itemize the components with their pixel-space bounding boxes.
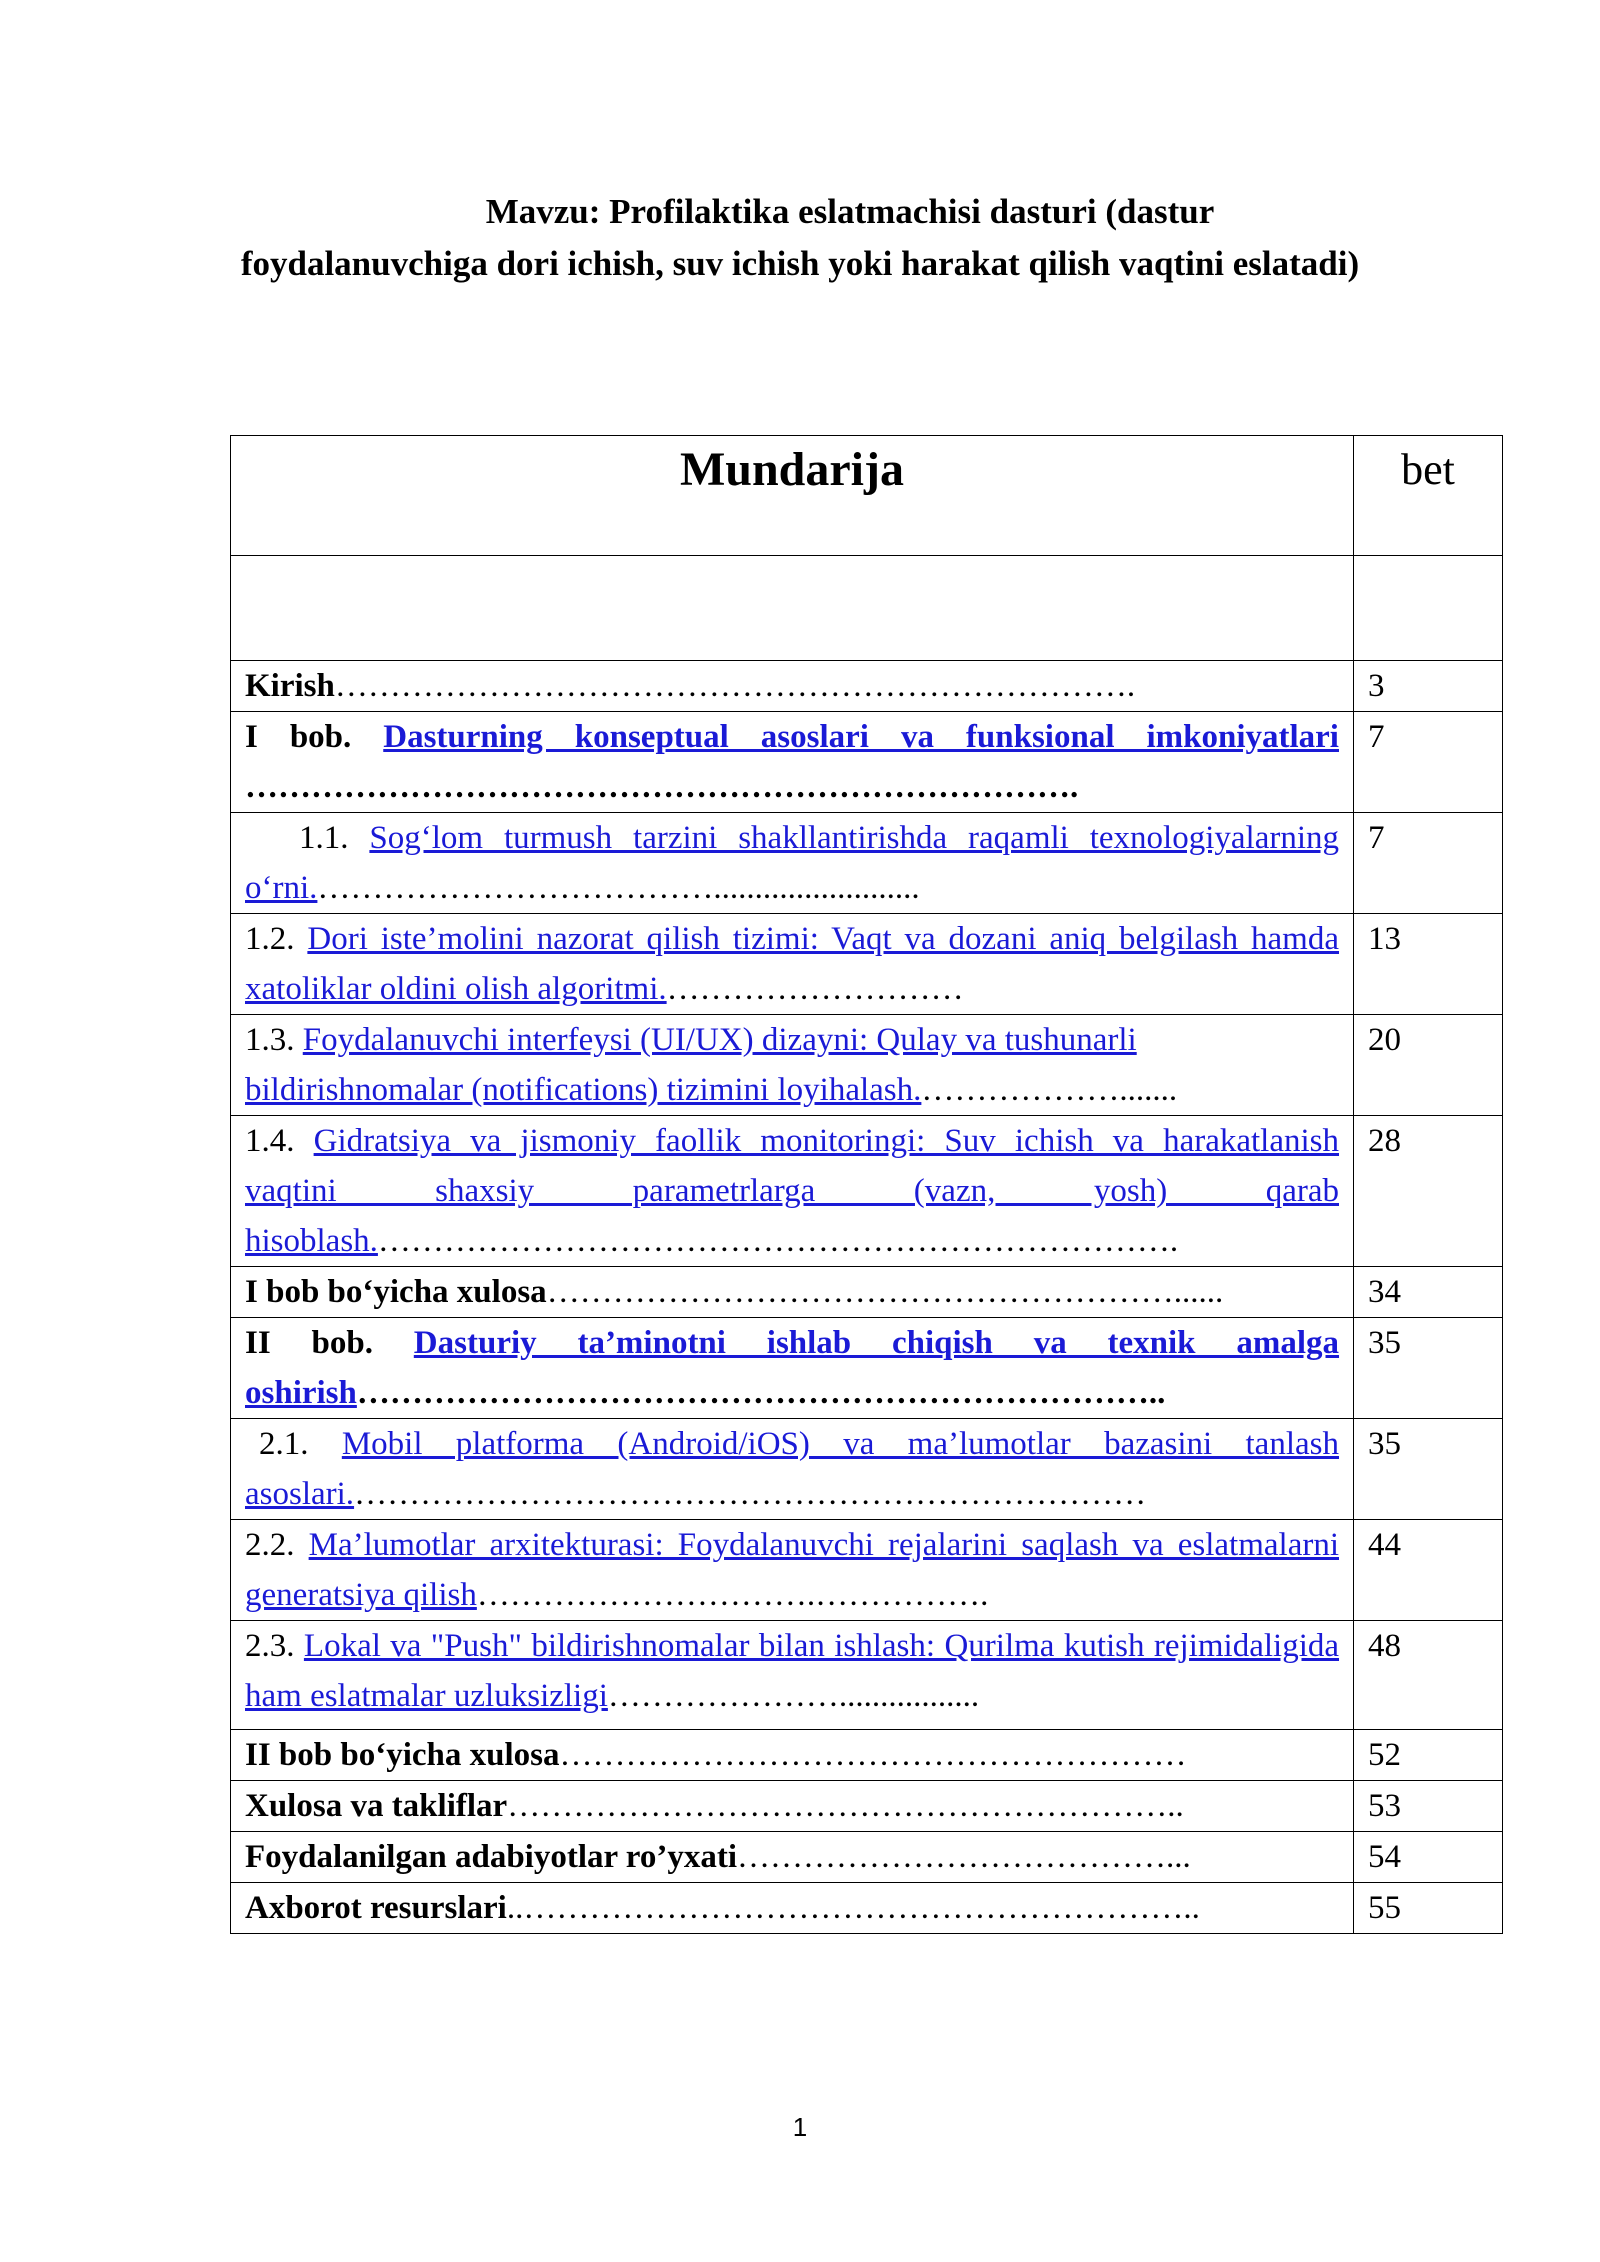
toc-entry <box>231 1730 1354 1781</box>
toc-page-number: 48 <box>1354 1621 1503 1730</box>
entry-number: 2.3. <box>245 1628 304 1664</box>
entry-number: 1.4. <box>245 1123 314 1159</box>
entry-label: Foydalanilgan adabiyotlar ro’yxati <box>245 1839 738 1875</box>
toc-entry <box>231 1781 1354 1832</box>
toc-row <box>231 1883 1503 1934</box>
leader-dots: ………………………………………………………………. <box>334 668 1136 704</box>
entry-label: I bob. <box>245 719 384 755</box>
toc-entry <box>231 1318 1354 1419</box>
entry-label: Axborot resurslari <box>245 1890 507 1926</box>
toc-row <box>231 1116 1503 1267</box>
entry-number: 1.3. <box>245 1022 303 1058</box>
toc-entry <box>231 1267 1354 1318</box>
entry-number: 2.1. <box>259 1426 342 1462</box>
entry-number: 2.2. <box>245 1527 309 1563</box>
toc-page-number: 55 <box>1354 1883 1503 1934</box>
toc-entry <box>231 914 1354 1015</box>
leader-dots: ……………………………………………………………….. <box>356 1375 1166 1411</box>
toc-row <box>231 661 1503 712</box>
entry-number: 1.1. <box>299 820 370 856</box>
toc-page-number: 28 <box>1354 1116 1503 1267</box>
toc-row <box>231 1267 1503 1318</box>
document-title <box>150 186 1450 290</box>
section-2-2-link[interactable]: Ma’lumotlar arxitekturasi: Foydalanuvchi rejalarini saqlash va eslatmalarni generatsiya qilish <box>245 1527 1339 1613</box>
entry-label: II bob. <box>245 1325 414 1361</box>
toc-page-number: 7 <box>1354 813 1503 914</box>
toc-row <box>231 1781 1503 1832</box>
empty-cell <box>231 556 1354 661</box>
toc-page-number: 35 <box>1354 1318 1503 1419</box>
page-number: 1 <box>792 2112 808 2142</box>
toc-page-number: 52 <box>1354 1730 1503 1781</box>
toc-row <box>231 1832 1503 1883</box>
toc-page-number: 53 <box>1354 1781 1503 1832</box>
toc-row <box>231 1419 1503 1520</box>
entry-label: II bob bo‘yicha xulosa <box>245 1737 560 1773</box>
toc-empty-row <box>231 556 1503 661</box>
toc-entry <box>231 661 1354 712</box>
title-line-2: foydalanuvchiga dori ichish, suv ichish yoki harakat qilish vaqtini eslatadi) <box>240 244 1360 283</box>
entry-label: Kirish <box>245 668 335 704</box>
table-of-contents <box>230 435 1503 1934</box>
leader-dots: ………………………………………………… <box>559 1737 1187 1773</box>
toc-entry <box>231 1832 1354 1883</box>
leader-dots: ………………………….……………. <box>476 1577 989 1613</box>
entry-number: 1.2. <box>245 921 308 957</box>
section-1-3-link[interactable]: Foydalanuvchi interfeysi (UI/UX) dizayni: Qulay va tushunarli bildirishnomalar (notifications) tizimini loyihalash. <box>245 1022 1137 1108</box>
leader-dots: …………………………………………………….. <box>507 1788 1184 1824</box>
toc-heading: Mundarija <box>231 436 1354 556</box>
toc-row <box>231 813 1503 914</box>
leader-dots: ..…………………………………………………….. <box>506 1890 1200 1926</box>
leader-dots: …………………………………………………………………. <box>245 769 1079 805</box>
leader-dots: …………………………………………………...... <box>546 1274 1224 1310</box>
toc-entry <box>231 1520 1354 1621</box>
leader-dots: …………………................. <box>607 1678 980 1714</box>
entry-label: Xulosa va takliflar <box>245 1788 508 1824</box>
toc-page-number: 3 <box>1354 661 1503 712</box>
leader-dots: ………………....... <box>921 1072 1178 1108</box>
toc-entry <box>231 1883 1354 1934</box>
toc-entry <box>231 1116 1354 1267</box>
toc-entry <box>231 1621 1354 1730</box>
leader-dots: ………………………………......................... <box>317 870 920 906</box>
toc-row <box>231 1318 1503 1419</box>
leader-dots: ………………………………………………………………. <box>377 1223 1179 1259</box>
toc-row <box>231 712 1503 813</box>
toc-page-number: 44 <box>1354 1520 1503 1621</box>
toc-page-number: 20 <box>1354 1015 1503 1116</box>
section-1-2-link[interactable]: Dori iste’molini nazorat qilish tizimi: Vaqt va dozani aniq belgilash hamda xatoliklar oldini olish algoritmi. <box>245 921 1340 1007</box>
toc-entry <box>231 1015 1354 1116</box>
toc-row <box>231 1520 1503 1621</box>
toc-page-number: 13 <box>1354 914 1503 1015</box>
section-2-1-link[interactable]: Mobil platforma (Android/iOS) va ma’lumotlar bazasini tanlash asoslari. <box>245 1426 1339 1512</box>
toc-entry <box>231 712 1354 813</box>
toc-row <box>231 1015 1503 1116</box>
toc-page-number: 7 <box>1354 712 1503 813</box>
toc-entry <box>231 1419 1354 1520</box>
toc-row <box>231 914 1503 1015</box>
toc-page-number: 54 <box>1354 1832 1503 1883</box>
toc-row <box>231 1730 1503 1781</box>
toc-page-number: 34 <box>1354 1267 1503 1318</box>
toc-page-number: 35 <box>1354 1419 1503 1520</box>
empty-page-cell <box>1354 556 1503 661</box>
chapter-2-link[interactable]: Dasturiy ta’minotni ishlab chiqish va texnik amalga oshirish <box>245 1325 1340 1411</box>
leader-dots: ……………………………………………………………… <box>354 1476 1147 1512</box>
chapter-1-link[interactable]: Dasturning konseptual asoslari va funksional imkoniyatlari <box>383 719 1339 755</box>
section-1-1-link[interactable]: Sog‘lom turmush tarzini shakllantirishda raqamli texnologiyalarning o‘rni. <box>245 820 1339 906</box>
toc-header-row <box>231 436 1503 556</box>
section-2-3-link[interactable]: Lokal va "Push" bildirishnomalar bilan ishlash: Qurilma kutish rejimidaligida ham eslatmalar uzluksizligi <box>245 1628 1340 1714</box>
toc-row <box>231 1621 1503 1730</box>
toc-entry <box>231 813 1354 914</box>
entry-label: I bob bo‘yicha xulosa <box>245 1274 547 1310</box>
toc-page-heading: bet <box>1354 436 1503 556</box>
title-line-1: Mavzu: Profilaktika eslatmachisi dasturi (dastur <box>485 192 1215 231</box>
section-1-4-link[interactable]: Gidratsiya va jismoniy faollik monitoringi: Suv ichish va harakatlanish vaqtini shaxsiy parametrlarga (vazn, yosh) qarab hisoblash. <box>245 1123 1339 1259</box>
leader-dots: …………………………………... <box>737 1839 1191 1875</box>
leader-dots: ……………………… <box>666 971 964 1007</box>
